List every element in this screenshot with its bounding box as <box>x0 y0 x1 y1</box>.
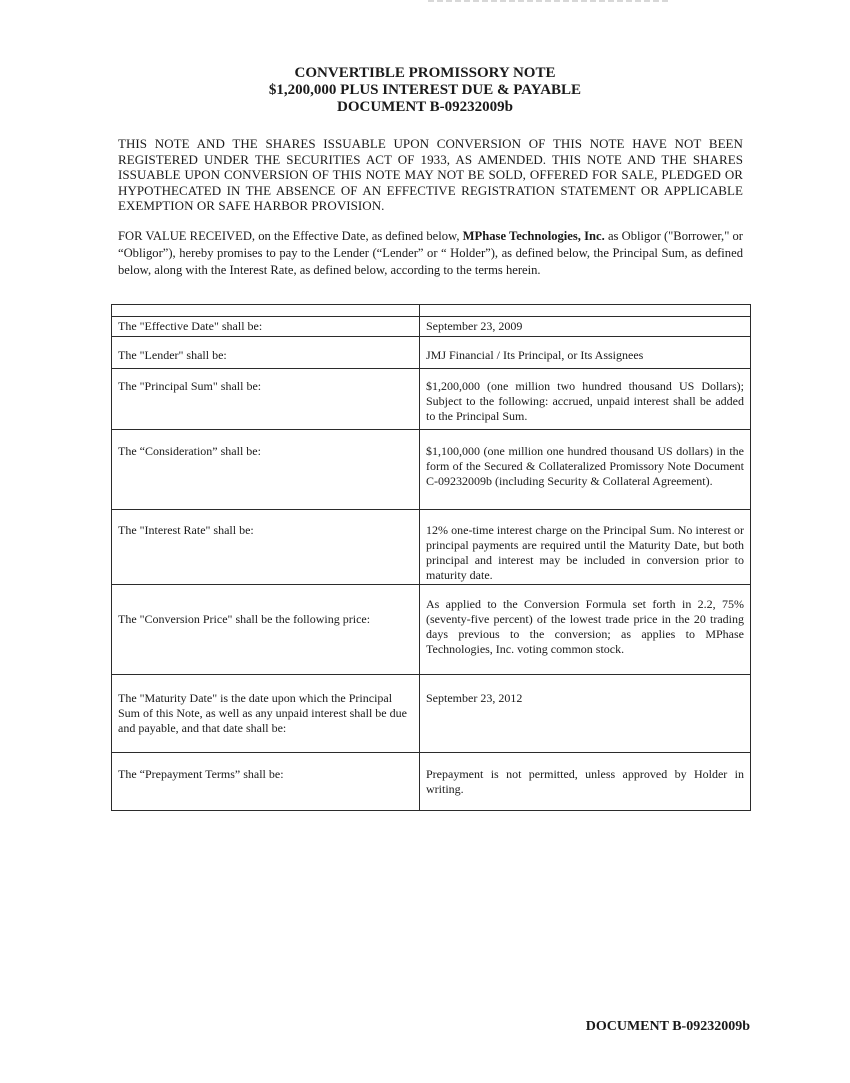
company-name: MPhase Technologies, Inc. <box>462 229 605 243</box>
term-label: The "Interest Rate" shall be: <box>112 510 420 585</box>
term-value: As applied to the Conversion Formula set forth in 2.2, 75% (seventy-five percent) of the lowest trade price in the 20 trading days previous to the conversion; as applies to MPhase Technologies, Inc. voting common stock. <box>420 585 751 675</box>
term-value: September 23, 2012 <box>420 675 751 753</box>
term-value: Prepayment is not permitted, unless approved by Holder in writing. <box>420 753 751 811</box>
securities-legend: THIS NOTE AND THE SHARES ISSUABLE UPON CONVERSION OF THIS NOTE HAVE NOT BEEN REGISTERED UNDER THE SECURITIES ACT OF 1933, AS AMENDED. THIS NOTE AND THE SHARES ISSUABLE UPON CONVERSION OF THIS NOTE MAY NOT BE SOLD, OFFERED FOR SALE, PLEDGED OR HYPOTHECATED IN THE ABSENCE OF AN EFFECTIVE REGISTRATION STATEMENT OR APPLICABLE EXEMPTION OR SAFE HARBOR PROVISION. <box>118 136 743 213</box>
title-line-2: $1,200,000 PLUS INTEREST DUE & PAYABLE <box>268 82 582 98</box>
value-clause-rest: as Obligor ("Borrower," or “Obligor”), hereby promises to pay to the Lender (“Lender” or “ Holder”), as defined below, the Principal Sum, as defined below, along with the Interest Rate, as defined below, according to the terms herein. <box>118 229 744 277</box>
table-row <box>112 753 751 811</box>
terms-table <box>111 304 751 811</box>
table-row <box>112 675 751 753</box>
term-label: The "Principal Sum" shall be: <box>112 369 420 430</box>
value-clause-intro: FOR VALUE RECEIVED, on the Effective Date, as defined below, <box>118 229 463 243</box>
term-value: 12% one-time interest charge on the Principal Sum. No interest or principal payments are required until the Maturity Date, but both principal and interest may be included in conversion prior to maturity date. <box>420 510 751 585</box>
value-received-clause <box>118 228 743 279</box>
footer-document-id: DOCUMENT B-09232009b <box>585 1019 750 1034</box>
title-line-1: CONVERTIBLE PROMISSORY NOTE <box>294 65 556 81</box>
table-top-spacer <box>112 305 751 317</box>
table-row <box>112 369 751 430</box>
table-row <box>112 510 751 585</box>
table-row <box>112 317 751 337</box>
title-line-3: DOCUMENT B-09232009b <box>337 99 513 115</box>
term-value: $1,100,000 (one million one hundred thousand US dollars) in the form of the Secured & Collateralized Promissory Note Document C-09232009b (including Security & Collateral Agreement). <box>420 430 751 510</box>
term-value: $1,200,000 (one million two hundred thousand US Dollars); Subject to the following: accrued, unpaid interest shall be added to the Principal Sum. <box>420 369 751 430</box>
table-row <box>112 337 751 369</box>
term-label: The “Prepayment Terms” shall be: <box>112 753 420 811</box>
table-row <box>112 585 751 675</box>
term-label: The "Maturity Date" is the date upon which the Principal Sum of this Note, as well as any unpaid interest shall be due and payable, and that date shall be: <box>112 675 420 753</box>
term-label: The "Lender" shall be: <box>112 337 420 369</box>
table-row <box>112 430 751 510</box>
scan-artifact <box>428 0 668 2</box>
term-label: The "Conversion Price" shall be the following price: <box>112 585 420 675</box>
term-value: JMJ Financial / Its Principal, or Its Assignees <box>420 337 751 369</box>
term-label: The "Effective Date" shall be: <box>112 317 420 337</box>
term-value: September 23, 2009 <box>420 317 751 337</box>
term-label: The “Consideration” shall be: <box>112 430 420 510</box>
document-title <box>0 65 850 116</box>
